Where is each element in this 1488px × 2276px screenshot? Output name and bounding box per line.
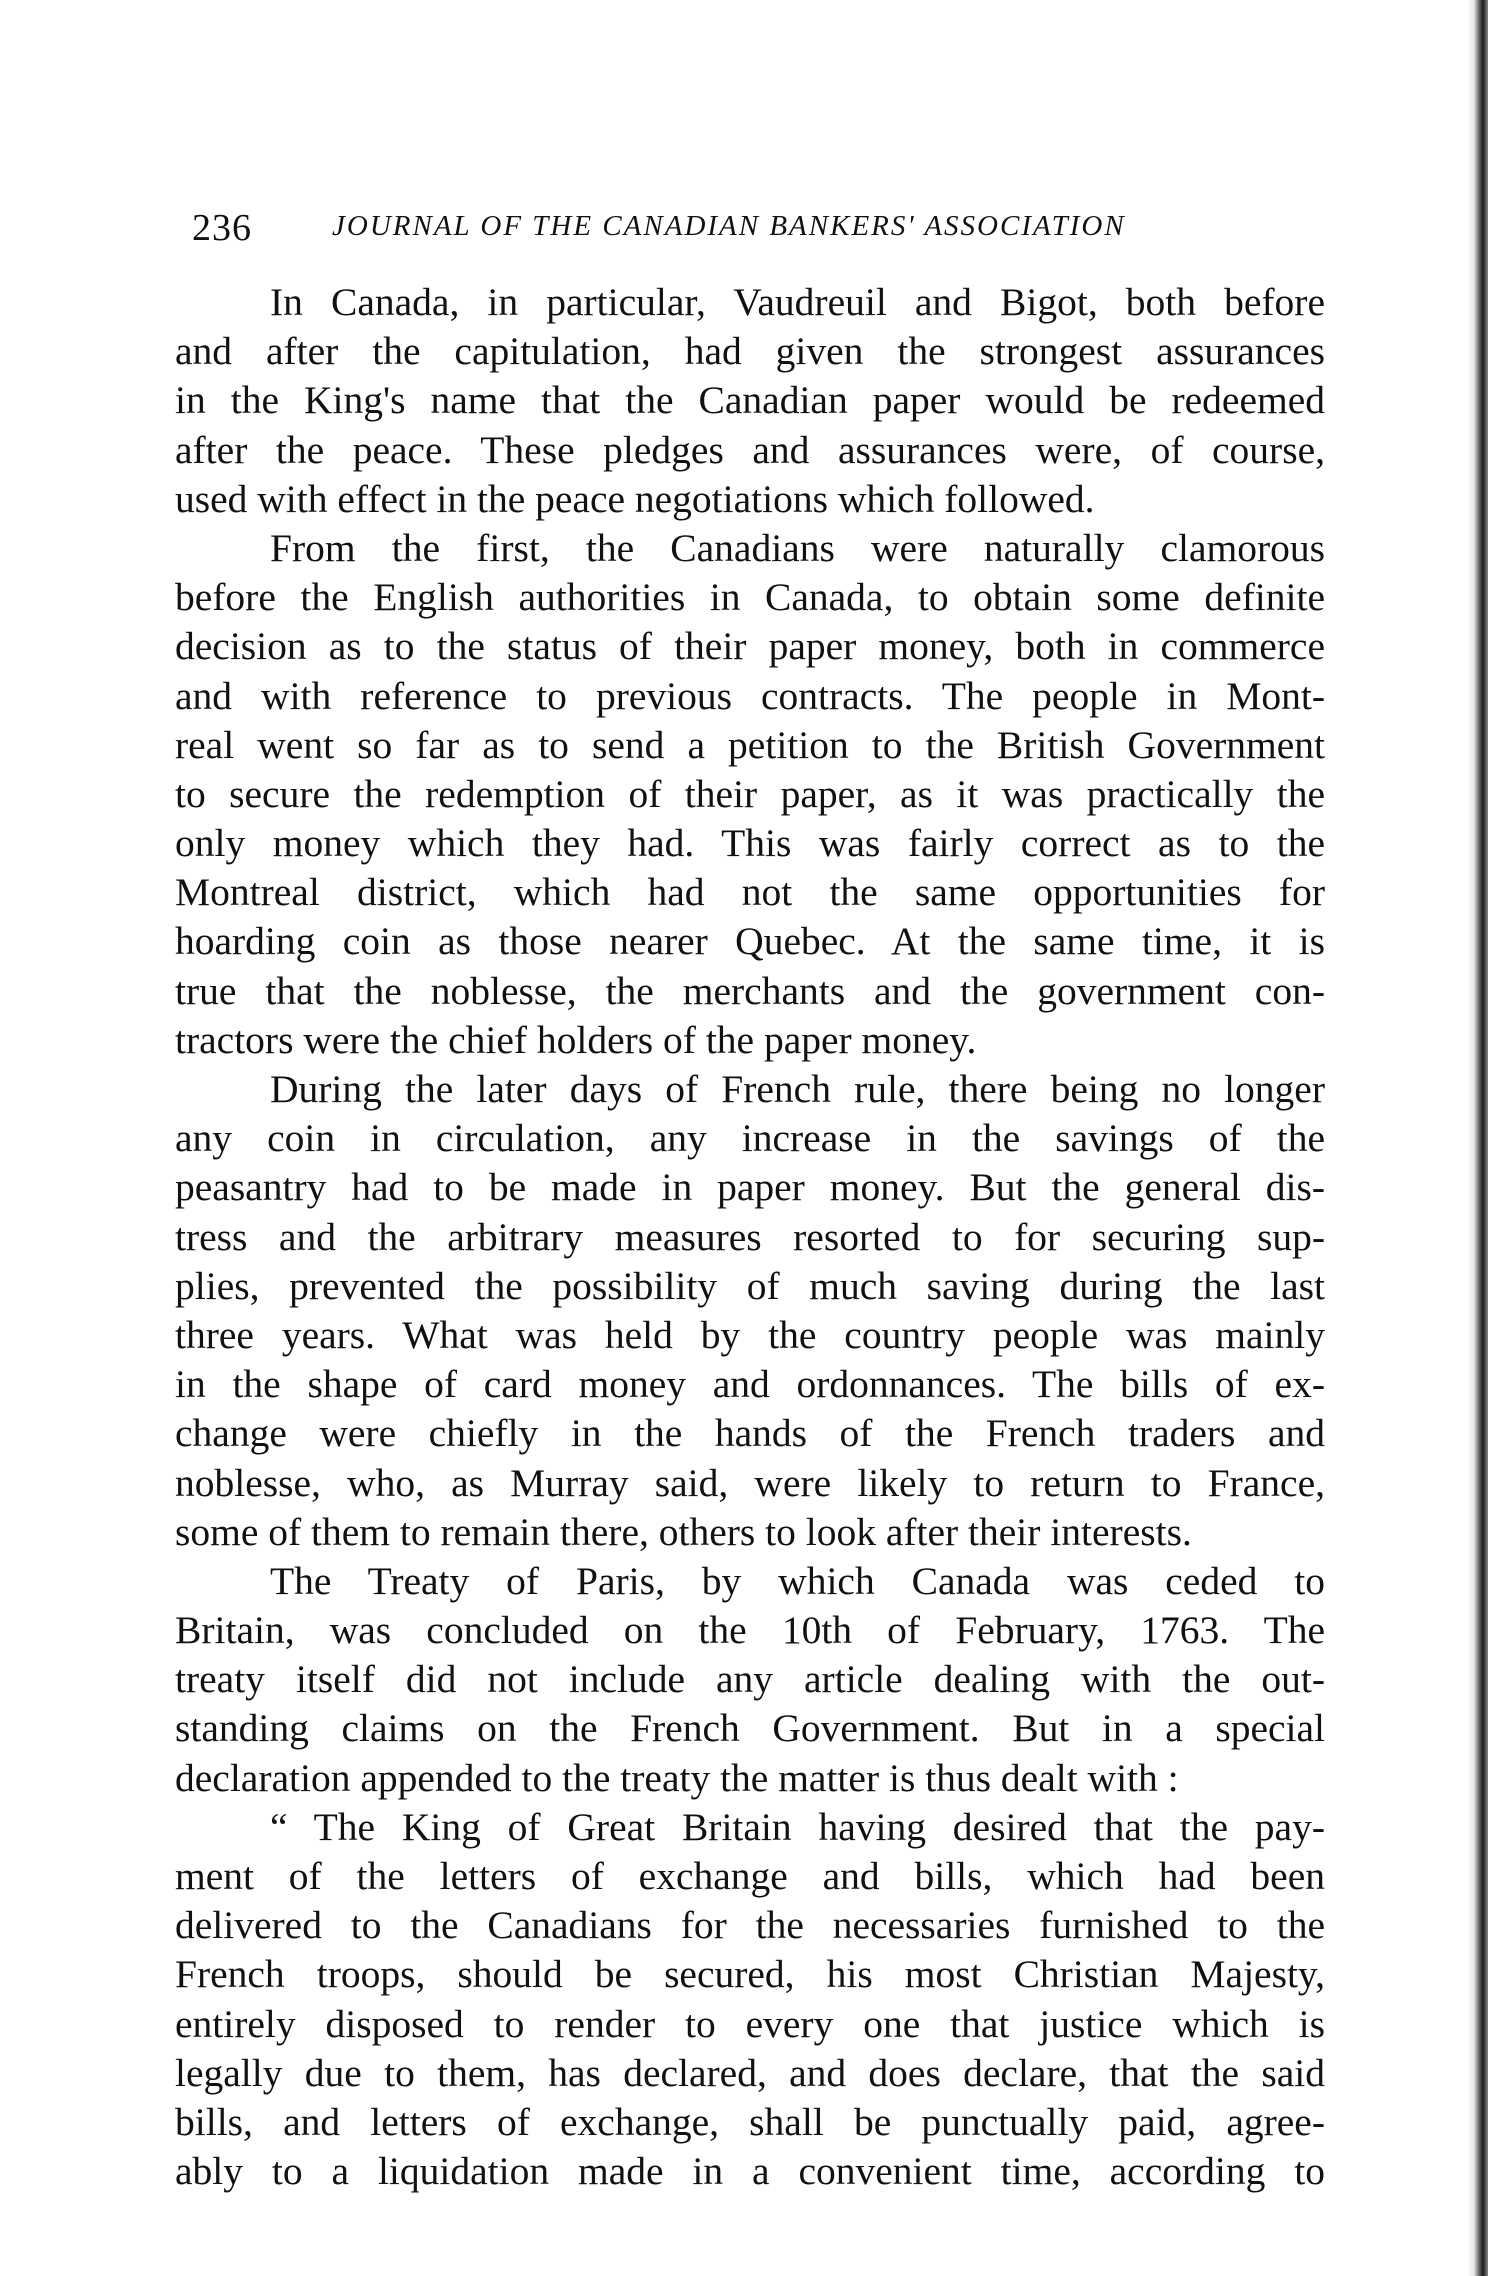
text-line: in the shape of card money and ordonnances. The bills of ex- <box>175 1362 1325 1407</box>
running-title: JOURNAL OF THE CANADIAN BANKERS' ASSOCIATION <box>332 210 1126 242</box>
text-line: true that the noblesse, the merchants and the government con- <box>175 968 1325 1013</box>
text-line: in the King's name that the Canadian paper would be redeemed <box>175 378 1325 423</box>
text-line: change were chiefly in the hands of the French traders and <box>175 1411 1325 1456</box>
text-line: any coin in circulation, any increase in the savings of the <box>175 1116 1325 1161</box>
text-line: real went so far as to send a petition to the British Government <box>175 722 1325 767</box>
text-line: standing claims on the French Government. But in a special <box>175 1706 1325 1751</box>
text-line: decision as to the status of their paper money, both in commerce <box>175 624 1325 669</box>
text-line: only money which they had. This was fairly correct as to the <box>175 821 1325 866</box>
text-line: after the peace. These pledges and assurances were, of course, <box>175 427 1325 472</box>
text-line: peasantry had to be made in paper money. But the general dis- <box>175 1165 1325 1210</box>
text-line: During the later days of French rule, there being no longer <box>270 1067 1325 1111</box>
text-line: entirely disposed to render to every one that justice which is <box>175 2001 1325 2046</box>
text-line: and with reference to previous contracts. The people in Mont- <box>175 673 1325 718</box>
text-line: tress and the arbitrary measures resorted to for securing sup- <box>175 1214 1325 1259</box>
text-line: noblesse, who, as Murray said, were likely to return to France, <box>175 1460 1325 1505</box>
text-line: “ The King of Great Britain having desired that the pay- <box>270 1804 1325 1849</box>
text-line: In Canada, in particular, Vaudreuil and Bigot, both before <box>270 280 1325 324</box>
text-line: delivered to the Canadians for the necessaries furnished to the <box>175 1903 1325 1948</box>
text-line: tractors were the chief holders of the paper money. <box>175 1017 977 1062</box>
text-line: The Treaty of Paris, by which Canada was ceded to <box>270 1558 1325 1603</box>
page-edge-shadow <box>1468 0 1488 2276</box>
text-line: and after the capitulation, had given the strongest assurances <box>175 329 1325 374</box>
text-line: From the first, the Canadians were naturally clamorous <box>270 525 1325 570</box>
text-line: Britain, was concluded on the 10th of February, 1763. The <box>175 1608 1325 1653</box>
page-number: 236 <box>192 207 252 249</box>
text-line: three years. What was held by the country people was mainly <box>175 1312 1325 1357</box>
text-line: before the English authorities in Canada, to obtain some definite <box>175 575 1325 620</box>
text-line: used with effect in the peace negotiations which followed. <box>175 476 1095 521</box>
text-line: Montreal district, which had not the same opportunities for <box>175 870 1325 915</box>
text-line: bills, and letters of exchange, shall be punctually paid, agree- <box>175 2099 1325 2144</box>
text-line: declaration appended to the treaty the matter is thus dealt with : <box>175 1755 1179 1800</box>
text-line: French troops, should be secured, his most Christian Majesty, <box>175 1952 1325 1997</box>
running-header <box>192 206 1332 266</box>
body-text <box>175 278 1325 2196</box>
text-line: ably to a liquidation made in a convenient time, according to <box>175 2149 1325 2194</box>
text-line: legally due to them, has declared, and does declare, that the said <box>175 2050 1325 2095</box>
text-line: hoarding coin as those nearer Quebec. At the same time, it is <box>175 919 1325 964</box>
text-line: to secure the redemption of their paper, as it was practically the <box>175 771 1325 816</box>
text-line: ment of the letters of exchange and bills, which had been <box>175 1854 1325 1898</box>
text-line: treaty itself did not include any article dealing with the out- <box>175 1657 1325 1702</box>
text-line: plies, prevented the possibility of much saving during the last <box>175 1263 1325 1308</box>
text-line: some of them to remain there, others to look after their interests. <box>175 1509 1192 1554</box>
